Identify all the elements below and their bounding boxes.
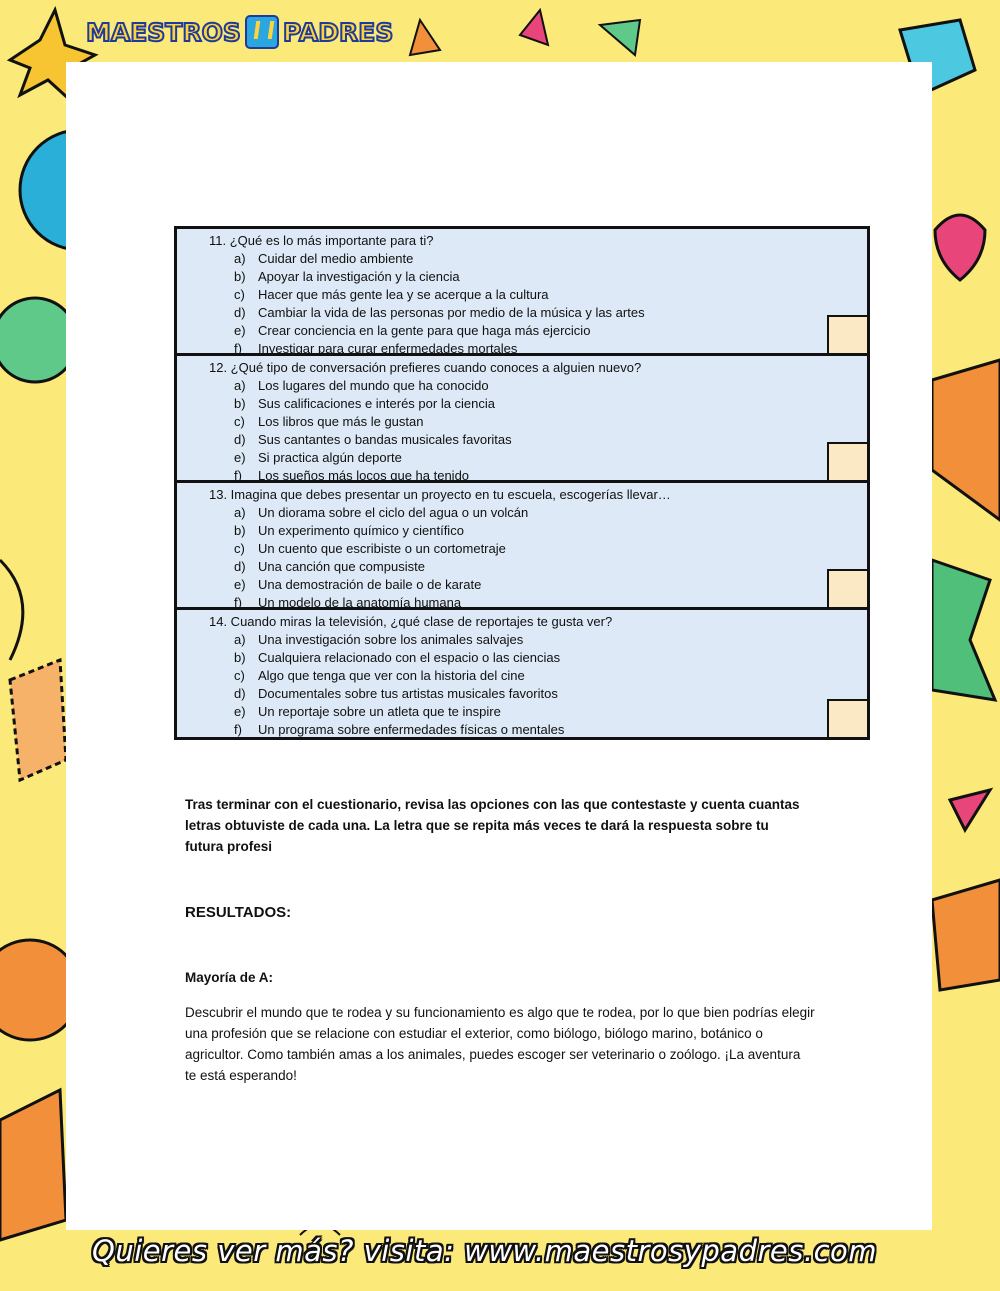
option-text: Cuidar del medio ambiente [258,251,414,266]
option-text: Un diorama sobre el ciclo del agua o un volcán [258,505,529,520]
small-arrow-icon [410,20,440,55]
answer-input-box[interactable] [827,569,867,607]
option-d [209,431,857,449]
majority-a-paragraph: Descubrir el mundo que te rodea y su funcionamiento es algo que te rodea, por lo que bien podrías elegir una profesión que se relacione con estudiar el exterior, como biólogo, biólogo marino, botánico o agricultor. Como también amas a los animales, puedes escoger ser veterinario o zoólogo. ¡La aventura te está esperando! [185,1005,815,1083]
question-title: 12. ¿Qué tipo de conversación prefieres cuando conoces a alguien nuevo? [209,360,642,375]
option-e [209,576,857,594]
option-b [209,268,857,286]
logo-text-left: MAESTROS [86,17,241,47]
option-text: Cambiar la vida de las personas por medio de la música y las artes [258,305,645,320]
question-title: 13. Imagina que debes presentar un proyecto en tu escuela, escogerías llevar… [209,487,671,502]
option-text: Una investigación sobre los animales salvajes [258,632,524,647]
option-c [209,413,857,431]
question-14 [177,610,867,737]
option-text: Un reportaje sobre un atleta que te inspire [258,704,501,719]
orange-block-decoration [932,880,1000,990]
option-text: Un modelo de la anatomía humana [258,595,462,610]
option-text: Una demostración de baile o de karate [258,577,482,592]
green-burst-decoration [932,560,995,700]
maestros-padres-logo [86,12,393,52]
option-letter: f) [234,468,242,483]
option-letter: c) [234,541,245,556]
option-letter: b) [234,523,246,538]
option-letter: a) [234,251,246,266]
option-letter: f) [234,722,242,737]
option-a [209,377,857,395]
tag-decoration [10,660,66,780]
option-text: Cualquiera relacionado con el espacio o las ciencias [258,650,561,665]
option-text: Los sueños más locos que ha tenido [258,468,470,483]
orange-shape-decoration [0,1090,66,1240]
option-c [209,667,857,685]
question-13 [177,483,867,610]
orange-flag-decoration [932,360,1000,520]
option-text: Si practica algún deporte [258,450,402,465]
option-text: Los lugares del mundo que ha conocido [258,378,489,393]
instructions-paragraph: Tras terminar con el cuestionario, revisa las opciones con las que contestaste y cuenta cuantas letras obtuviste de cada una. La letra que se repita más veces te dará la respuesta sobre tu futura profesi [185,797,800,854]
option-letter: a) [234,632,246,647]
option-letter: e) [234,704,246,719]
option-b [209,649,857,667]
option-letter: e) [234,577,246,592]
curve-decoration [0,560,23,660]
option-letter: b) [234,396,246,411]
option-text: Un programa sobre enfermedades físicas o mentales [258,722,565,737]
footer-website-banner[interactable]: Quieres ver más? visita: www.maestrosypadres.com [92,1234,878,1268]
option-d [209,304,857,322]
option-letter: a) [234,378,246,393]
option-letter: f) [234,341,242,356]
option-letter: d) [234,305,246,320]
option-c [209,286,857,304]
option-a [209,504,857,522]
option-text: Los libros que más le gustan [258,414,424,429]
logo-book-icon [245,15,279,49]
answer-input-box[interactable] [827,315,867,353]
results-heading: RESULTADOS: [185,904,292,921]
option-e [209,322,857,340]
option-d [209,685,857,703]
option-letter: b) [234,650,246,665]
green-arrow-icon [600,20,640,55]
option-c [209,540,857,558]
option-text: Investigar para curar enfermedades mortales [258,341,518,356]
option-letter: d) [234,432,246,447]
answer-input-box[interactable] [827,699,867,737]
question-title: 11. ¿Qué es lo más importante para ti? [209,233,434,248]
pink-arrow-icon [520,10,548,45]
option-text: Hacer que más gente lea y se acerque a la cultura [258,287,549,302]
logo-text-right: PADRES [282,17,394,47]
option-letter: c) [234,668,245,683]
option-text: Sus cantantes o bandas musicales favoritas [258,432,512,447]
option-letter: c) [234,287,245,302]
majority-a-heading: Mayoría de A: [185,970,274,985]
option-text: Algo que tenga que ver con la historia del cine [258,668,525,683]
quiz-table [174,226,870,740]
option-letter: e) [234,450,246,465]
option-text: Una canción que compusiste [258,559,425,574]
option-letter: a) [234,505,246,520]
option-text: Sus calificaciones e interés por la ciencia [258,396,496,411]
option-b [209,395,857,413]
answer-input-box[interactable] [827,442,867,480]
option-a [209,250,857,268]
option-letter: f) [234,595,242,610]
option-text: Documentales sobre tus artistas musicales favoritos [258,686,558,701]
option-e [209,703,857,721]
question-title: 14. Cuando miras la televisión, ¿qué clase de reportajes te gusta ver? [209,614,613,629]
question-12 [177,356,867,483]
option-letter: b) [234,269,246,284]
option-letter: d) [234,559,246,574]
option-letter: c) [234,414,245,429]
option-text: Apoyar la investigación y la ciencia [258,269,460,284]
option-letter: d) [234,686,246,701]
option-text: Un experimento químico y científico [258,523,464,538]
option-d [209,558,857,576]
option-text: Un cuento que escribiste o un cortometraje [258,541,506,556]
option-letter: e) [234,323,246,338]
option-b [209,522,857,540]
heart-icon [935,215,985,280]
option-text: Crear conciencia en la gente para que haga más ejercicio [258,323,591,338]
option-a [209,631,857,649]
option-f [209,721,857,739]
option-e [209,449,857,467]
arrow-icon [950,790,990,830]
question-11 [177,229,867,356]
